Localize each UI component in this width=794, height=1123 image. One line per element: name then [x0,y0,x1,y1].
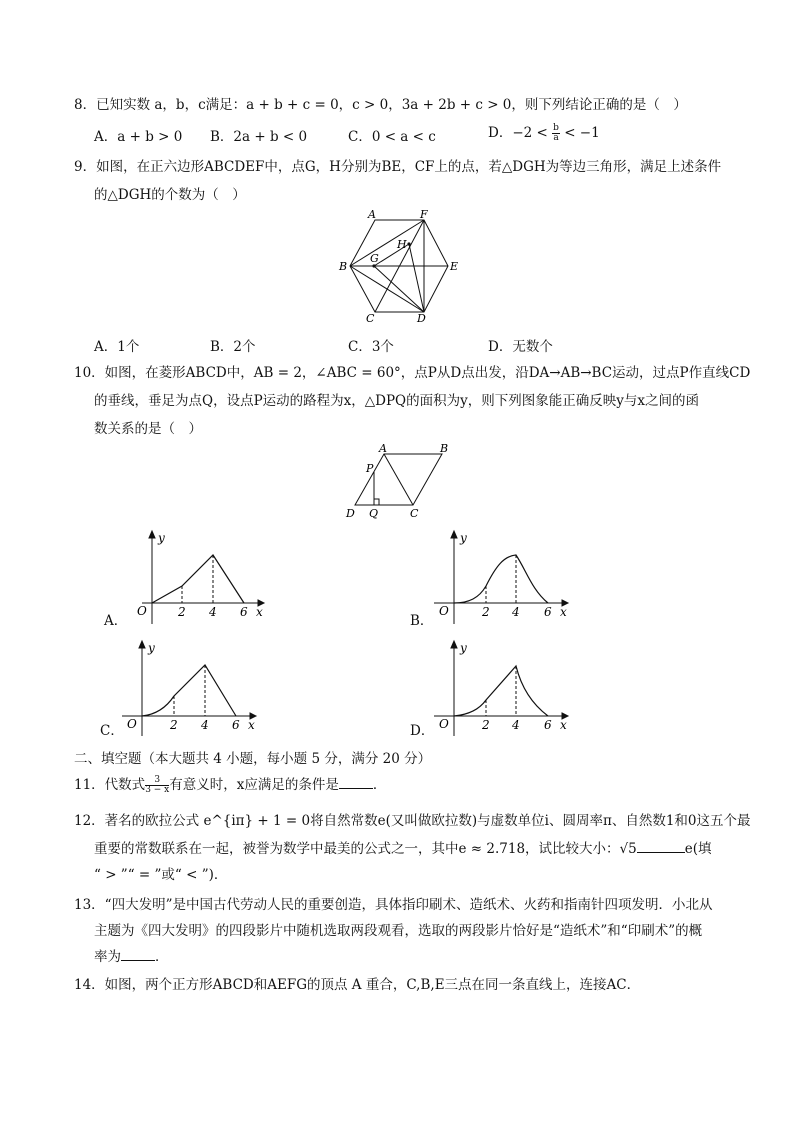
q10-line-1: 10．如图，在菱形ABCD中，AB = 2，∠ABC = 60°，点P从D点出发，沿DA→AB→BC运动，过点P作直线CD [74,365,751,381]
q10-line-3: 数关系的是（ ） [94,421,202,437]
q11-answer-blank[interactable] [339,776,373,789]
q10-rhombus-figure [338,442,458,522]
label-C: C [410,507,419,520]
diagonal-AC [384,454,413,505]
q11-numerator: 3 [145,776,169,786]
q12-answer-blank[interactable] [637,840,685,853]
y-axis-arrow [139,641,145,648]
y-axis-arrow [451,531,457,538]
q8-option-c: C．0 < a < c [348,129,436,145]
q12-line-2-end: e(填 [684,841,712,857]
q13-line-1: 13．“四大发明”是中国古代劳动人民的重要创造，具体指印刷术、造纸术、火药和指南针四项发明．小北从 [74,897,713,913]
tick-6: 6 [544,605,552,619]
q12-line-2 [94,840,712,858]
tick-6: 6 [232,718,240,732]
label-D: D [417,312,426,325]
q12-line-3: “ > ”“ = ”或“ < ”)． [94,867,228,883]
q9-option-d: D．无数个 [488,339,553,355]
q8-option-d-numerator: b [553,123,559,133]
y-axis-arrow [149,531,155,538]
q9-option-c: C．3个 [348,339,394,355]
q9-line-2: 的△DGH的个数为（ ） [94,187,246,203]
q10-option-b: B． [410,613,434,629]
segment-BD [350,266,424,312]
q9-option-b: B．2个 [210,339,256,355]
label-P: P [366,462,374,475]
q10-option-c: C． [100,723,124,739]
q9-hexagon-figure [330,208,470,328]
label-Q: Q [369,507,379,520]
q11-fraction [145,776,169,795]
q13-answer-blank[interactable] [121,948,155,961]
label-x: x [256,605,263,619]
label-C: C [366,312,375,325]
graph-a-curve [152,555,244,603]
tick-4: 4 [209,605,217,619]
right-angle-mark [374,499,379,505]
label-y: y [460,641,467,655]
label-B: B [339,260,348,273]
label-origin: O [439,717,449,731]
q8-option-b: B．2a + b < 0 [210,129,308,145]
label-A: A [368,208,376,221]
tick-4: 4 [512,718,520,732]
label-F: F [420,208,428,221]
label-A: A [379,442,387,455]
graph-d-curve [454,666,548,716]
q13-line-3-end: ． [155,949,169,965]
q11-denominator: 3 − x [145,785,170,795]
label-origin: O [137,604,147,618]
q10-graph-b [424,528,574,630]
tick-2: 2 [482,605,490,619]
label-origin: O [439,604,449,618]
segment-DH [409,244,424,312]
label-B: B [440,442,449,455]
tick-6: 6 [544,718,552,732]
graph-c-curve [142,665,236,716]
q10-option-a: A． [104,613,128,629]
q8-stem: 8．已知实数 a，b，c满足：a + b + c = 0，c > 0，3a + 2b + c > 0，则下列结论正确的是（ ） [74,97,687,113]
section-2-heading: 二、填空题（本大题共 4 小题，每小题 5 分，满分 20 分） [74,751,432,767]
q8-option-d-denominator: a [553,133,559,143]
q13-line-3 [94,948,169,966]
segment-BF [350,220,424,266]
q11-end: ． [372,777,387,793]
point-H [407,242,410,245]
q10-graph-c [112,636,262,738]
q9-line-1: 9．如图，在正六边形ABCDEF中，点G，H分别为BE，CF上的点，若△DGH为等边三角形，满足上述条件 [74,159,722,175]
q11-suffix: 有意义时，x应满足的条件是 [169,777,339,793]
tick-2: 2 [482,718,490,732]
q8-option-d-fraction [552,124,560,143]
label-y: y [158,531,165,545]
tick-4: 4 [201,718,209,732]
label-x: x [248,718,255,732]
tick-2: 2 [178,605,186,619]
label-D: D [346,507,355,520]
q8-option-d [488,124,600,143]
label-x: x [560,718,567,732]
segment-DG [374,266,424,312]
label-G: G [370,252,379,265]
label-E: E [450,260,459,273]
q10-line-2: 的垂线，垂足为点Q，设点P运动的路程为x，△DPQ的面积为y，则下列图象能正确反映y与x之间的函 [94,393,699,409]
tick-2: 2 [170,718,178,732]
q8-option-a: A．a + b > 0 [94,129,183,145]
y-axis-arrow [451,641,457,648]
q10-option-d: D． [410,723,435,739]
q8-option-d-suffix: < −1 [564,125,600,141]
q13-line-2: 主题为《四大发明》的四段影片中随机选取两段观看，选取的两段影片恰好是“造纸术”和“印刷术”的概 [94,923,703,939]
tick-4: 4 [512,605,520,619]
label-y: y [460,531,467,545]
q14-line-1: 14．如图，两个正方形ABCD和AEFG的顶点 A 重合，C,B,E三点在同一条直线上，连接AC． [74,977,641,993]
q11-prefix: 11．代数式 [74,777,146,793]
q13-line-3-text: 率为 [94,949,121,965]
tick-6: 6 [240,605,248,619]
q12-line-1: 12．著名的欧拉公式 e^{iπ} + 1 = 0将自然常数e(又叫做欧拉数)与虚数单位i、圆周率π、自然数1和0这五个最 [74,813,751,829]
label-y: y [148,641,155,655]
label-x: x [560,605,567,619]
graph-b-curve [454,555,548,603]
q10-graph-d [424,636,574,738]
q8-option-d-prefix: D．−2 < [488,125,548,141]
q12-line-2-text: 重要的常数联系在一起，被誉为数学中最美的公式之一，其中e ≈ 2.718，试比较大小：√5 [94,841,637,857]
label-H: H [397,238,407,251]
q9-option-a: A．1个 [94,339,140,355]
q11 [74,776,386,795]
label-origin: O [127,717,137,731]
q10-graph-a [120,528,270,630]
